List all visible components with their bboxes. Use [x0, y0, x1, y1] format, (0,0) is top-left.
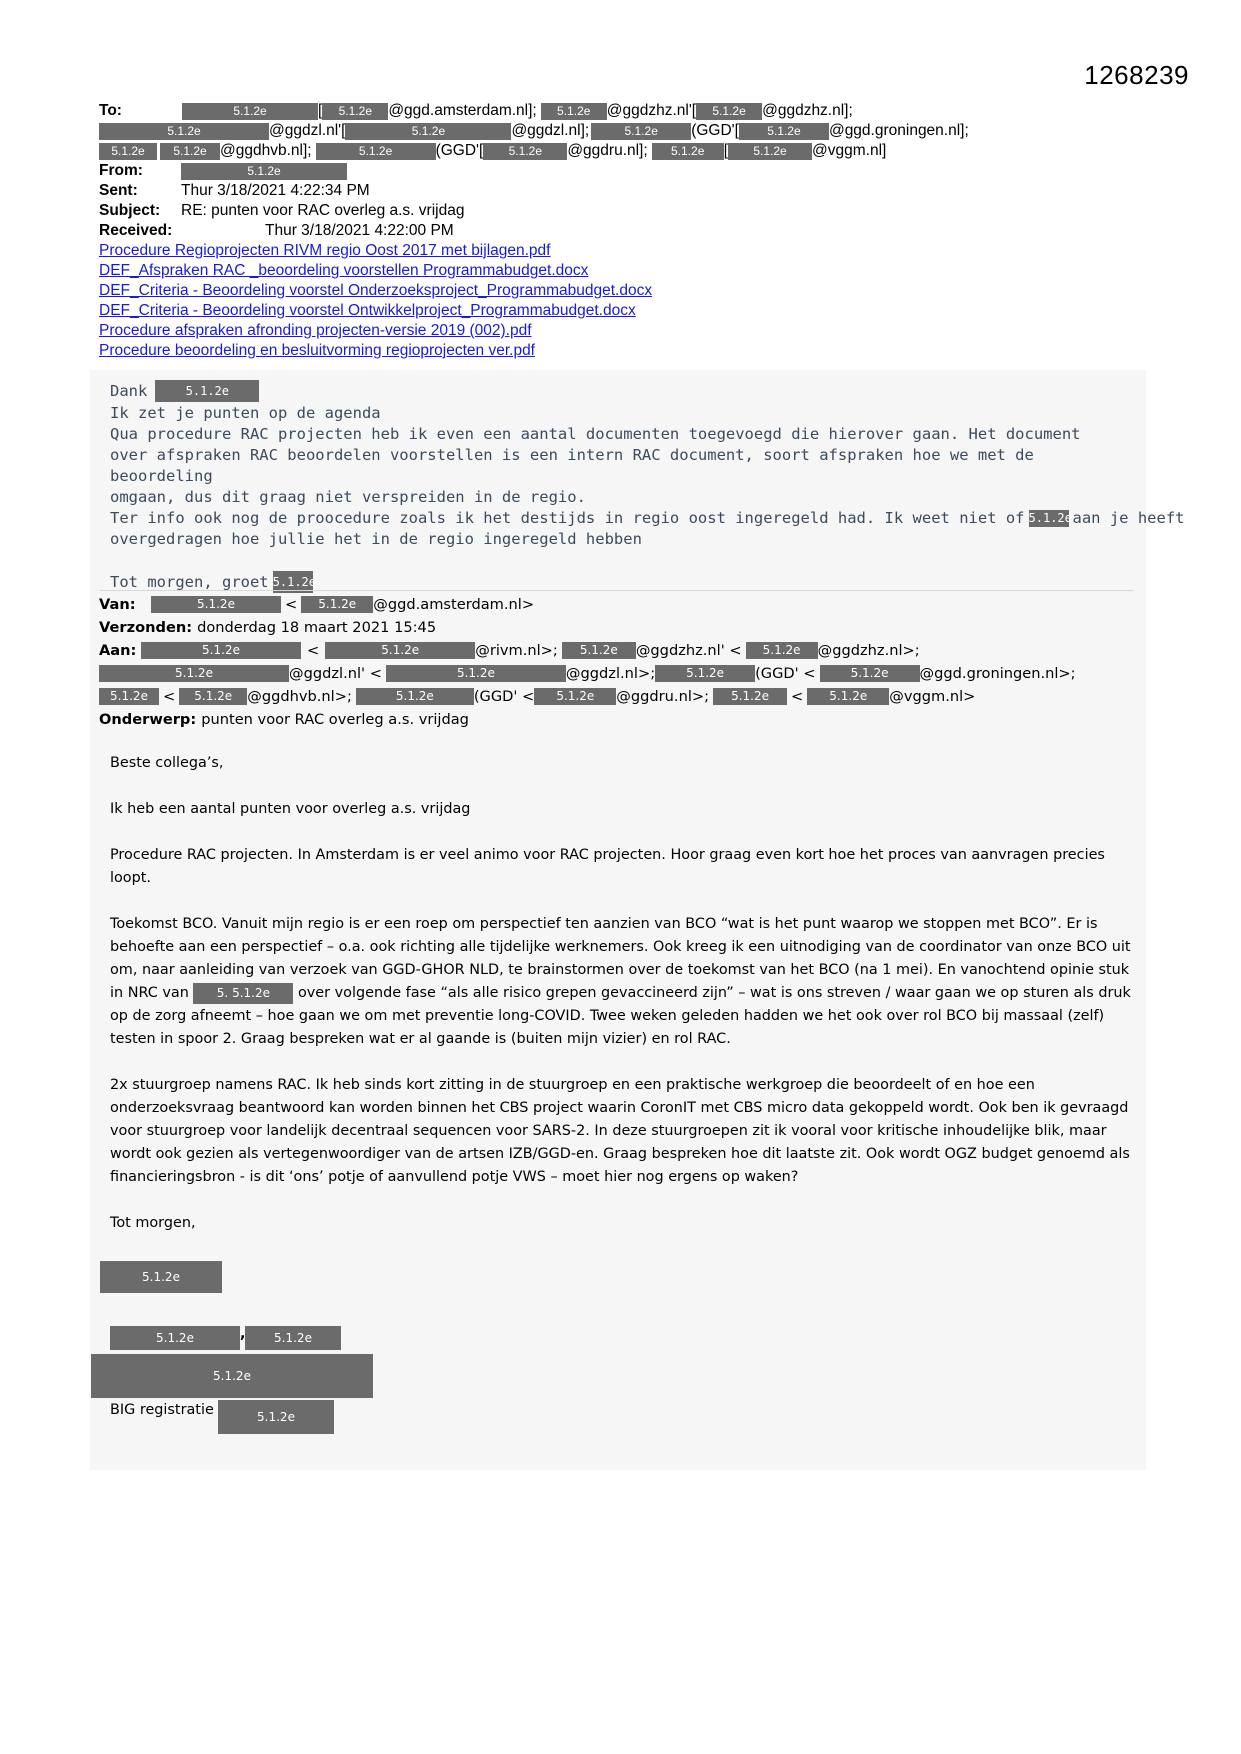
document-number: 1268239 — [1084, 60, 1189, 90]
verzonden-line — [99, 616, 1149, 639]
redaction: 5.1.2e — [182, 103, 318, 120]
address-text: @ggdhvb.nl>; — [247, 688, 352, 705]
redaction: 5.1.2e — [807, 688, 889, 705]
message-body — [110, 752, 1135, 1235]
van-line — [99, 593, 1149, 616]
comma: , — [240, 1326, 246, 1342]
redaction: 5.1.2e — [218, 1400, 334, 1434]
body-text: over volgende fase “als alle risico grepen gevaccineerd zijn” – wat is ons streven / waar gaan we op sturen als druk op de zorg afneemt – hoe gaan we om met preventie long-COVID. Twee weken geleden hadden we het ook over rol BCO bij massaal (zelf) testen in spoor 2. Graag bespreken wat er al gaande is (buiten mijn vizier) en rol RAC. — [110, 985, 1131, 1047]
address-text: @rivm.nl>; — [475, 642, 558, 659]
sent-label: Sent: — [99, 182, 138, 199]
address-text: @vggm.nl> — [889, 688, 976, 705]
redaction: 5.1.2e — [345, 123, 511, 140]
redaction-code: 5.1.2e — [232, 985, 270, 1000]
onderwerp-value: punten voor RAC overleg a.s. vrijdag — [201, 711, 469, 728]
forwarded-header — [99, 593, 1149, 731]
attachment-link[interactable]: Procedure afspraken afronding projecten-versie 2019 (002).pdf — [99, 322, 532, 339]
redaction — [193, 983, 293, 1004]
attachment-link[interactable]: Procedure Regioprojecten RIVM regio Oost 2017 met bijlagen.pdf — [99, 242, 551, 259]
address-text: (GGD'[ — [435, 142, 484, 159]
subject-value: RE: punten voor RAC overleg a.s. vrijdag — [181, 202, 465, 219]
reply-greeting: Dank — [110, 381, 148, 400]
big-label: BIG registratie — [110, 1402, 214, 1418]
from-line — [99, 161, 1159, 181]
redaction: 5.1.2e — [655, 665, 755, 682]
aan-line-1 — [99, 639, 1149, 662]
address-text: < — [285, 596, 298, 613]
bracket-text: [ — [318, 102, 323, 119]
redaction: 5.1.2e — [91, 1354, 373, 1398]
onderwerp-label: Onderwerp: — [99, 711, 197, 728]
salutation: Beste collega’s, — [110, 755, 224, 771]
redaction: 5.1.2e — [728, 143, 812, 160]
redaction: 5.1.2e — [99, 143, 157, 160]
redaction: 5.1.2e — [322, 103, 388, 120]
redaction: 5.1.2e — [316, 143, 436, 160]
to-label: To: — [99, 102, 122, 119]
address-text: @vggm.nl] — [812, 142, 887, 159]
reply-text: Ter info ook nog de proocedure zoals ik het destijds in regio oost ingeregeld had. Ik weet niet of — [110, 509, 1025, 527]
reply-line: overgedragen hoe jullie het in de regio ingeregeld hebben — [110, 530, 642, 548]
address-text: (GGD'[ — [691, 122, 739, 139]
redaction: 5.1.2e — [273, 571, 313, 593]
address-text: @ggdzhz.nl>; — [817, 642, 920, 659]
redaction: 5.1.2e — [99, 688, 159, 705]
body-paragraph: Procedure RAC projecten. In Amsterdam is er veel animo voor RAC projecten. Hoor graag even kort hoe het proces van aanvragen precies loopt. — [110, 847, 1105, 886]
redaction: 5.1.2e — [483, 143, 567, 160]
address-text: @ggdzl.nl]; — [511, 122, 590, 139]
attachment-list — [99, 241, 1159, 361]
attachment-link[interactable]: Procedure beoordeling en besluitvorming regioprojecten ver.pdf — [99, 342, 535, 359]
address-text: @ggd.groningen.nl>; — [919, 665, 1076, 682]
received-value: Thur 3/18/2021 4:22:00 PM — [265, 222, 454, 239]
address-text: < — [163, 688, 176, 705]
redaction: 5.1.2e — [100, 1261, 222, 1293]
address-text: (GGD' < — [473, 688, 535, 705]
attachment-link[interactable]: DEF_Criteria - Beoordeling voorstel Onderzoeksproject_Programmabudget.docx — [99, 282, 653, 299]
verzonden-value: donderdag 18 maart 2021 15:45 — [197, 619, 437, 636]
attachment-link[interactable]: DEF_Afspraken RAC _beoordeling voorstellen Programmabudget.docx — [99, 262, 589, 279]
verzonden-label: Verzonden: — [99, 619, 193, 636]
redaction: 5.1.2e — [141, 642, 301, 659]
redaction: 5.1.2e — [179, 688, 247, 705]
address-text: @ggdzl.nl>; — [565, 665, 656, 682]
redaction-prefix: 5. — [216, 985, 229, 1000]
van-label: Van: — [99, 596, 136, 613]
aan-line-2 — [99, 662, 1149, 685]
redaction: 5.1.2e — [151, 596, 281, 613]
redaction: 5.1.2e — [181, 163, 347, 180]
redaction: 5.1.2e — [245, 1326, 341, 1350]
body-paragraph — [110, 913, 1135, 1051]
closing: Tot morgen, — [110, 1215, 196, 1231]
email-header — [99, 101, 1159, 361]
received-line — [99, 221, 1159, 241]
redaction: 5.1.2e — [739, 123, 829, 140]
address-text: @ggdru.nl]; — [567, 142, 648, 159]
address-text: @ggdzl.nl' < — [289, 665, 382, 682]
sent-value: Thur 3/18/2021 4:22:34 PM — [181, 182, 370, 199]
reply-message — [110, 379, 1185, 593]
from-label: From: — [99, 162, 143, 179]
redaction: 5.1.2e — [1028, 511, 1072, 525]
address-text: @ggd.groningen.nl]; — [828, 122, 969, 139]
address-text: @ggdzhz.nl]; — [762, 102, 853, 119]
redaction: 5.1.2e — [591, 123, 691, 140]
address-text: @ggdzhz.nl'[ — [606, 102, 697, 119]
body-text: Toekomst BCO. Vanuit mijn regio is er een roep om perspectief ten aanzien van BCO “wat is het punt waarop we stoppen met BCO”. Er is behoefte aan een perspectief – o.a. ook richting alle tijdelijke werknemers. Ook kreeg ik een uitnodiging van de coordinator van onze BCO uit om, naar aanleiding van verzoek van GGD-GHOR NLD, te brainstormen over de toekomst van het BCO (na 1 mei). En vanochtend opinie stuk in NRC van — [110, 916, 1131, 1001]
redaction: 5.1.2e — [356, 688, 474, 705]
reply-line: Ik zet je punten op de agenda — [110, 404, 381, 422]
aan-label: Aan: — [99, 642, 137, 659]
address-text: @ggdzhz.nl' < — [635, 642, 742, 659]
address-text: @ggdhvb.nl]; — [220, 142, 312, 159]
reply-line: omgaan, dus dit graag niet verspreiden in de regio. — [110, 488, 586, 506]
onderwerp-line — [99, 708, 1149, 731]
reply-text: aan je heeft — [1072, 509, 1185, 527]
divider — [100, 590, 1134, 591]
subject-line — [99, 201, 1159, 221]
address-text: < — [307, 642, 320, 659]
redaction: 5.1.2e — [820, 665, 920, 682]
redaction: 5.1.2e — [99, 665, 289, 682]
redaction: 5.1.2e — [652, 143, 724, 160]
bracket-text: [ — [723, 142, 728, 159]
to-line-2 — [99, 121, 1159, 141]
reply-greeting-line — [110, 379, 1140, 403]
redaction: 5.1.2e — [541, 103, 607, 120]
received-label: Received: — [99, 222, 173, 239]
redaction: 5.1.2e — [696, 103, 762, 120]
address-text: @ggd.amsterdam.nl> — [373, 596, 535, 613]
redaction: 5.1.2e — [746, 642, 818, 659]
reply-line: Qua procedure RAC projecten heb ik even een aantal documenten toegevoegd die hierover gaan. Het document — [110, 425, 1081, 443]
attachment-link[interactable]: DEF_Criteria - Beoordeling voorstel Ontwikkelproject_Programmabudget.docx — [99, 302, 636, 319]
redaction: 5.1.2e — [562, 642, 636, 659]
address-text: (GGD' < — [755, 665, 816, 682]
address-text: @ggdzl.nl'[ — [269, 122, 346, 139]
body-paragraph: Ik heb een aantal punten voor overleg a.s. vrijdag — [110, 801, 471, 817]
address-text: < — [791, 688, 804, 705]
reply-closing: Tot morgen, groet — [110, 572, 269, 591]
sent-line — [99, 181, 1159, 201]
redaction: 5.1.2e — [713, 688, 787, 705]
to-line-3 — [99, 141, 1159, 161]
redaction: 5.1.2e — [160, 143, 220, 160]
redaction: 5.1.2e — [301, 596, 373, 613]
body-paragraph: 2x stuurgroep namens RAC. Ik heb sinds kort zitting in de stuurgroep en een praktische werkgroep die beoordeelt of en hoe een onderzoeksvraag beantwoord kan worden binnen het CBS project waarin CoronIT met CBS micro data gekoppeld wordt. Ook ben ik gevraagd voor stuurgroep voor landelijk decentraal sequencen voor SARS-2. In deze stuurgroepen zit ik vooral voor kritische inhoudelijke blik, maar wordt ook gezien als vertegenwoordiger van de artsen IZB/GGD-en. Graag bespreken hoe dit laatste zit. Ook wordt OGZ budget genoemd als financieringsbron - is dit ‘ons’ potje of aanvullend potje VWS – moet hier nog ergens op waken? — [110, 1077, 1130, 1185]
reply-line: over afspraken RAC beoordelen voorstellen is een intern RAC document, soort afspraken hoe we met de beoordeling — [110, 446, 1034, 485]
redaction: 5.1.2e — [110, 1326, 240, 1350]
redaction: 5.1.2e — [534, 688, 616, 705]
aan-line-3 — [99, 685, 1149, 708]
redaction: 5.1.2e — [155, 380, 259, 402]
subject-label: Subject: — [99, 202, 161, 219]
redaction: 5.1.2e — [325, 642, 475, 659]
to-line-1 — [99, 101, 1159, 121]
reply-line — [110, 508, 1185, 529]
redaction: 5.1.2e — [386, 665, 566, 682]
address-text: @ggd.amsterdam.nl]; — [388, 102, 537, 119]
redaction: 5.1.2e — [99, 123, 269, 140]
address-text: @ggdru.nl>; — [616, 688, 710, 705]
